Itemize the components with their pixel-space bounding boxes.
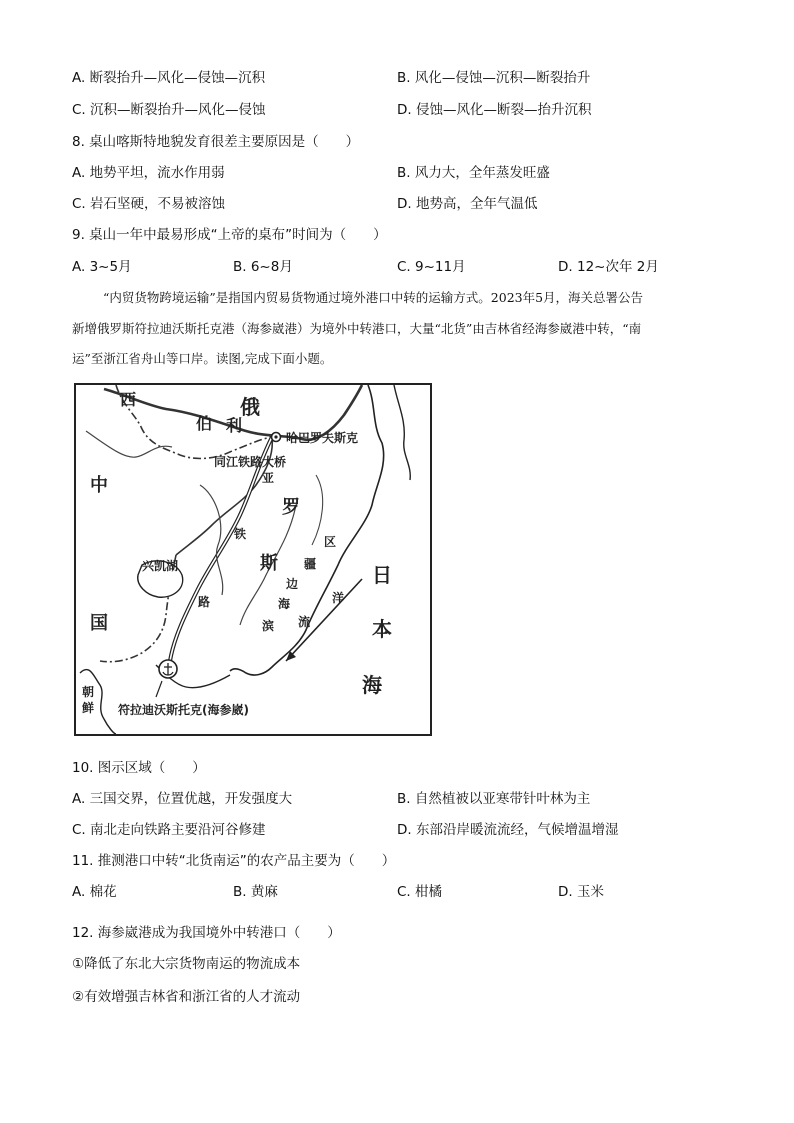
map-label-zhong: 中 [90,475,108,496]
q10-option-c: C. 南北走向铁路主要沿河谷修建 [72,822,266,838]
map-label-xingkai: 兴凯湖 [142,559,179,573]
map-label-tie: 铁 [234,527,247,541]
q9-option-d: D. 12~次年 2月 [558,259,659,275]
q8-option-b: B. 风力大，全年蒸发旺盛 [397,165,550,181]
map-label-chao: 朝 [82,685,95,699]
map-label-bian: 边 [286,577,299,591]
map-label-vladivostok: 符拉迪沃斯托克(海参崴) [118,703,249,717]
passage-line-3: 运”至浙江省舟山等口岸。读图,完成下面小题。 [72,351,333,366]
map-figure [74,383,432,736]
map-label-lu: 路 [198,595,211,609]
q11-option-d: D. 玉米 [558,884,604,900]
map-label-si: 斯 [260,553,278,574]
q11-option-c: C. 柑橘 [397,884,443,900]
map-label-guo: 国 [90,613,108,634]
q7-option-d: D. 侵蚀—风化—断裂—抬升沉积 [397,102,592,118]
q11-stem: 11. 推测港口中转“北货南运”的农产品主要为（ ） [72,853,396,869]
map-label-bin: 滨 [262,619,275,633]
q8-option-a: A. 地势平坦，流水作用弱 [72,165,225,181]
passage-line-1: “内贸货物跨境运输”是指国内贸易货物通过境外港口中转的运输方式。2023年5月，海关总署公告 [103,290,644,305]
map-label-jiang: 疆 [304,557,317,571]
map-label-yang: 洋 [332,591,345,605]
q7-option-a: A. 断裂抬升—风化—侵蚀—沉积 [72,70,266,86]
map-label-bridge: 同江铁路大桥 [214,455,287,469]
map-label-hai: 海 [278,597,291,611]
q8-stem: 8. 桌山喀斯特地貌发育很差主要原因是（ ） [72,134,360,150]
q9-option-a: A. 3~5月 [72,259,132,275]
map-label-bo: 伯 [196,414,213,433]
map-label-ben: 本 [372,617,392,641]
map-label-liu: 流 [298,615,311,629]
khabarovsk-dot [274,435,277,438]
map-label-hai2: 海 [362,673,382,697]
passage-line-2: 新增俄罗斯符拉迪沃斯托克港（海参崴港）为境外中转港口，大量“北货”由吉林省经海参崴港中转，“南 [72,321,642,336]
q7-option-c: C. 沉积—断裂抬升—风化—侵蚀 [72,102,266,118]
map-label-ri: 日 [372,563,392,587]
q9-option-c: C. 9~11月 [397,259,466,275]
map-label-qu: 区 [324,535,337,549]
map-label-e: 俄 [240,395,260,419]
river-east-2 [312,475,323,545]
q9-stem: 9. 桌山一年中最易形成“上帝的桌布”时间为（ ） [72,227,387,243]
q12-statement-1: ①降低了东北大宗货物南运的物流成本 [72,956,301,972]
q11-option-a: A. 棉花 [72,884,117,900]
q12-statement-2: ②有效增强吉林省和浙江省的人才流动 [72,989,301,1005]
q8-option-d: D. 地势高，全年气温低 [397,196,538,212]
map-label-li: 利 [226,416,243,435]
map-label-luo: 罗 [282,497,300,518]
q8-option-c: C. 岩石坚硬，不易被溶蚀 [72,196,226,212]
river-west [86,431,172,457]
map-label-xi: 西 [120,390,137,409]
q10-stem: 10. 图示区域（ ） [72,760,206,776]
coastline-north [394,385,410,480]
map-label-xian: 鲜 [82,701,95,715]
q10-option-a: A. 三国交界，位置优越，开发强度大 [72,791,293,807]
port-pointer [156,681,162,697]
q7-option-b: B. 风化—侵蚀—沉积—断裂抬升 [397,70,591,86]
q11-option-b: B. 黄麻 [233,884,278,900]
q10-option-b: B. 自然植被以亚寒带针叶林为主 [397,791,591,807]
q9-option-b: B. 6~8月 [233,259,293,275]
map-label-khabarovsk: 哈巴罗夫斯克 [286,431,359,445]
q12-stem: 12. 海参崴港成为我国境外中转港口（ ） [72,925,341,941]
q10-option-d: D. 东部沿岸暖流流经，气候增温增湿 [397,822,619,838]
map-label-ya: 亚 [262,471,275,485]
